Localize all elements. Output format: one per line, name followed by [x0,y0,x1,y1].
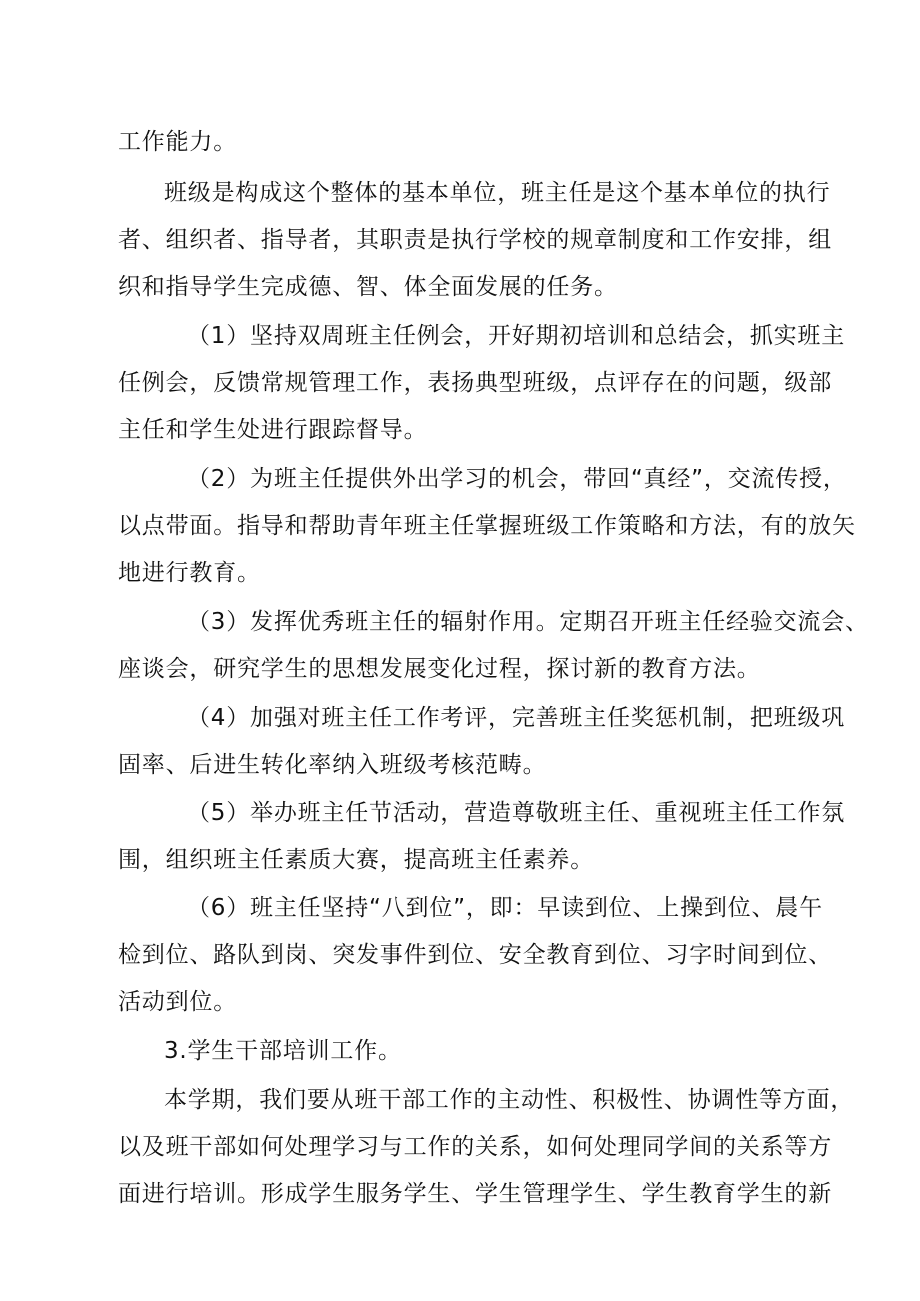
text-line: 工作能力。 [118,129,237,155]
text-line: 以点带面。指导和帮助青年班主任掌握班级工作策略和方法，有的放矢 [118,513,856,539]
text-line: 活动到位。 [118,989,237,1015]
text-line: 主任和学生处进行跟踪督导。 [118,417,428,443]
text-line: 任例会，反馈常规管理工作，表扬典型班级，点评存在的问题，级部 [118,370,832,396]
text-line: （3）发挥优秀班主任的辐射作用。定期召开班主任经验交流会、 [187,609,869,635]
text-line: （1）坚持双周班主任例会，开好期初培训和总结会，抓实班主 [187,323,846,349]
text-line: 地进行教育。 [118,560,261,586]
text-line: （6）班主任坚持“八到位”，即：早读到位、上操到位、晨午 [187,895,823,921]
text-line: 本学期，我们要从班干部工作的主动性、积极性、协调性等方面， [164,1087,855,1113]
text-line: 座谈会，研究学生的思想发展变化过程，探讨新的教育方法。 [118,656,761,682]
text-line: 面进行培训。形成学生服务学生、学生管理学生、学生教育学生的新 [118,1181,832,1207]
text-line: 固率、后进生转化率纳入班级考核范畴。 [118,752,547,778]
section-heading: 3.学生干部培训工作。 [164,1038,402,1064]
text-line: 班级是构成这个整体的基本单位，班主任是这个基本单位的执行 [164,180,831,206]
text-line: 以及班干部如何处理学习与工作的关系，如何处理同学间的关系等方 [118,1134,832,1160]
text-line: （4）加强对班主任工作考评，完善班主任奖惩机制，把班级巩 [187,705,846,731]
text-line: 织和指导学生完成德、智、体全面发展的任务。 [118,274,618,300]
text-line: 检到位、路队到岗、突发事件到位、安全教育到位、习字时间到位、 [118,942,832,968]
text-line: 者、组织者、指导者，其职责是执行学校的规章制度和工作安排，组 [118,227,832,253]
text-line: （2）为班主任提供外出学习的机会，带回“真经”，交流传授， [187,466,847,492]
text-line: 围，组织班主任素质大赛，提高班主任素养。 [118,847,594,873]
text-line: （5）举办班主任节活动，营造尊敬班主任、重视班主任工作氛 [187,800,846,826]
